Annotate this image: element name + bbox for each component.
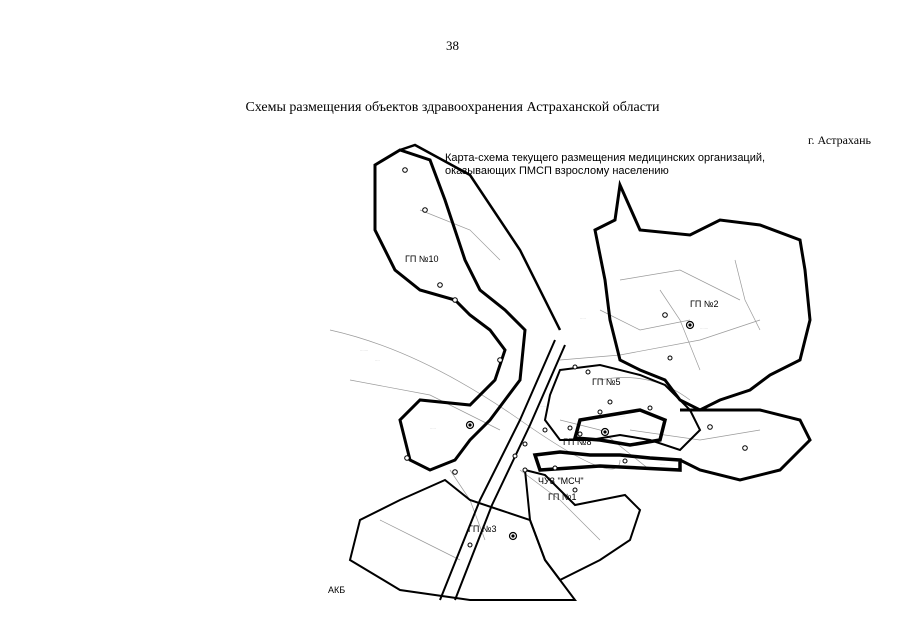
facility-marker-gp10-2[interactable] [423,208,428,213]
facility-marker-gp10-1[interactable] [403,168,408,173]
page-number: 38 [446,38,459,53]
facility-marker-gp8-3[interactable] [543,428,547,432]
map-canvas[interactable] [330,140,830,600]
facility-marker-chuz-1[interactable] [553,466,557,470]
facility-marker-west-1[interactable] [405,456,410,461]
facility-marker-gp10-4[interactable] [453,298,458,303]
zone-boundary-gp10-upper[interactable] [400,145,560,330]
facility-marker-gp10-3[interactable] [438,283,443,288]
facility-marker-chuz-2[interactable] [623,459,627,463]
facility-marker-gp8-1[interactable] [568,426,572,430]
street-network [330,210,760,560]
svg-text:·····: ····· [540,405,546,409]
facility-marker-gp3-1[interactable] [468,543,472,547]
zone-label-gp8: ГП №8 [563,437,592,447]
zone-label-gp3: ГП №3 [468,524,497,534]
facility-marker-gp10-5[interactable] [498,358,503,363]
facility-marker-gp5-4[interactable] [648,406,652,410]
svg-text:·····: ····· [430,427,436,431]
city-label: г. Астрахань [807,133,871,147]
zone-label-gp5: ГП №5 [592,377,621,387]
svg-text:····: ···· [375,359,380,363]
zone-boundary-gp2[interactable] [595,185,810,410]
facility-marker-east-1[interactable] [708,425,713,430]
facility-marker-east-2[interactable] [743,446,748,451]
zone-label-gp2: ГП №2 [690,299,719,309]
map-title-line-2: оказывающих ПМСП взрослому населению [445,165,669,177]
facility-marker-gp5-1[interactable] [573,365,577,369]
svg-text:····: ···· [620,415,625,419]
facility-marker-gp10-main-dot [468,423,471,426]
zone-label-gp10: ГП №10 [405,254,439,264]
facility-marker-center-3[interactable] [523,468,527,472]
svg-text:·····: ····· [580,317,586,321]
facility-marker-west-2[interactable] [453,470,458,475]
facility-marker-gp2-main-dot [688,323,691,326]
svg-text:····: ···· [660,463,665,467]
zone-boundary-gp10[interactable] [375,150,525,470]
facility-marker-gp2-2[interactable] [668,356,672,360]
facility-marker-gp5-2[interactable] [586,370,590,374]
facility-marker-gp5-5[interactable] [598,410,602,414]
facility-marker-gp5-3[interactable] [608,400,612,404]
zone-label-chuz: ЧУЗ "МСЧ" [538,476,584,486]
document-title: Схемы размещения объектов здравоохранения Астраханской области [245,100,660,115]
facility-marker-center-1[interactable] [523,442,527,446]
zone-label-akb: АКБ [328,585,346,595]
facility-marker-center-2[interactable] [513,454,517,458]
zone-boundary-east[interactable] [680,410,810,480]
facility-marker-gp8-main-dot [603,430,606,433]
zone-label-gp1: ГП №1 [548,492,577,502]
facility-marker-gp8-2[interactable] [578,432,582,436]
map-title-line-1: Карта-схема текущего размещения медицинских организаций, [445,152,766,164]
map-svg [330,140,830,600]
svg-text:·······: ······· [700,327,709,331]
svg-text:·······: ······· [360,349,369,353]
facility-marker-gp2-1[interactable] [663,313,668,318]
facility-marker-gp3-main-dot [511,534,514,537]
